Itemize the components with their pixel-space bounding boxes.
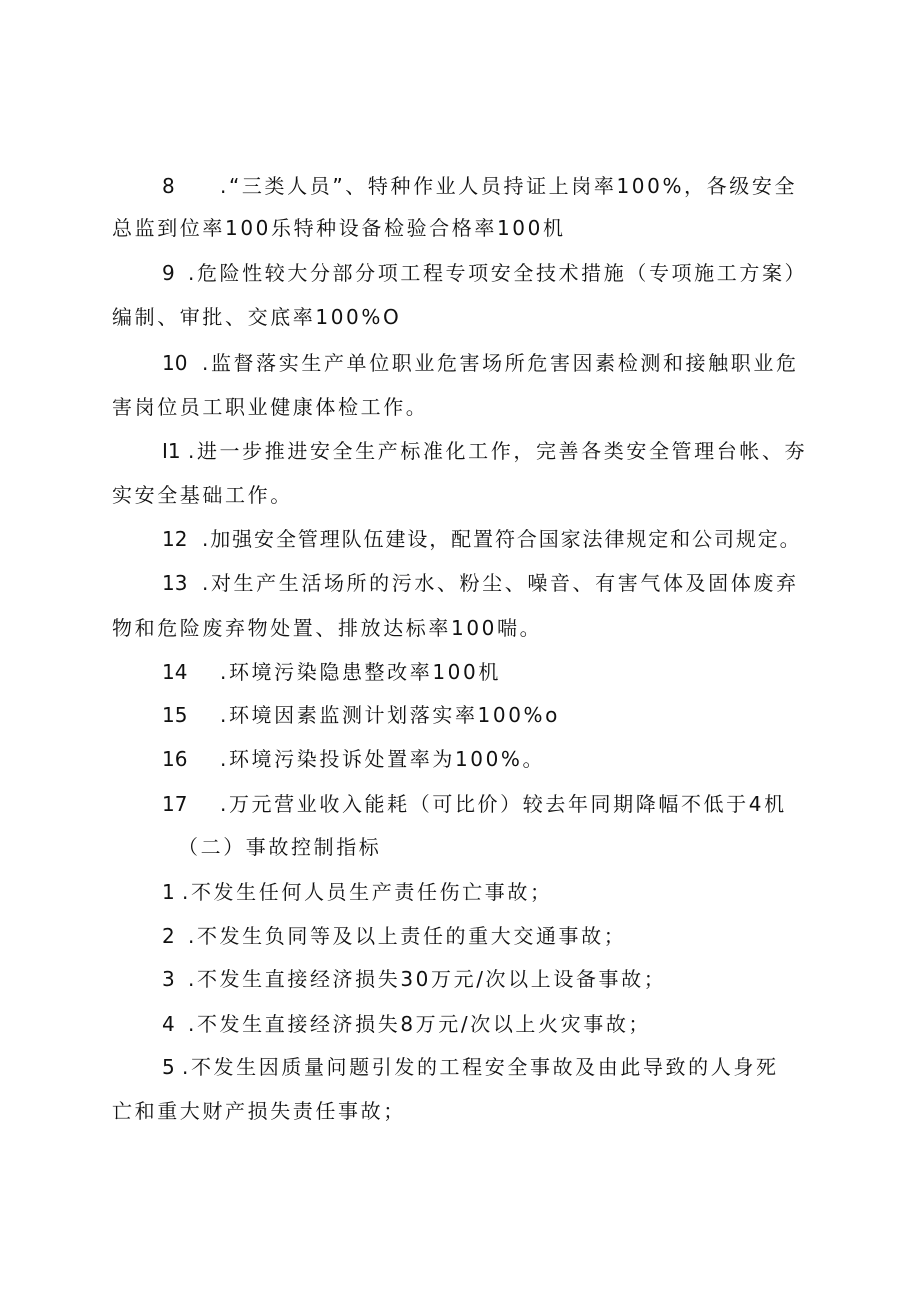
item-text: .不发生因质量问题引发的工程安全事故及由此导致的人身死 xyxy=(182,1055,779,1079)
item-number: I1 xyxy=(162,439,181,463)
item-number: 8 xyxy=(162,174,175,198)
item-13-line-1 xyxy=(162,569,799,597)
item-12-line-1 xyxy=(162,525,802,553)
item-text: .加强安全管理队伍建设，配置符合国家法律规定和公司规定。 xyxy=(202,527,802,551)
item-text: .环境污染投诉处置率为100%。 xyxy=(220,747,546,771)
item-text: .危险性较大分部分项工程专项安全技术措施（专项施工方案） xyxy=(188,261,808,285)
item-number: 10 xyxy=(162,351,188,375)
item-text: .环境因素监测计划落实率100%o xyxy=(220,703,560,727)
accident-item-5-line-2: 亡和重大财产损失责任事故； xyxy=(112,1099,406,1123)
item-14-line-1 xyxy=(162,658,501,686)
item-number: 17 xyxy=(162,792,188,816)
item-text: .万元营业收入能耗（可比价）较去年同期降幅不低于4机 xyxy=(220,792,787,816)
item-text: .环境污染隐患整改率100机 xyxy=(220,660,501,684)
item-number: 9 xyxy=(162,261,175,285)
accident-item-3 xyxy=(162,965,666,993)
item-number: 5 xyxy=(162,1055,175,1079)
item-number: 4 xyxy=(162,1012,175,1036)
item-text: .不发生直接经济损失30万元/次以上设备事故； xyxy=(188,967,667,991)
item-text: .对生产生活场所的污水、粉尘、噪音、有害气体及固体废弃 xyxy=(202,571,799,595)
item-8-line-2: 总监到位率100乐特种设备检验合格率100机 xyxy=(112,216,566,240)
item-number: 1 xyxy=(162,880,175,904)
item-17-line-1 xyxy=(162,790,787,818)
accident-item-4 xyxy=(162,1010,651,1038)
item-11-line-2: 实安全基础工作。 xyxy=(112,483,293,507)
item-text: .“三类人员”、特种作业人员持证上岗率100%，各级安全 xyxy=(220,174,798,198)
item-number: 16 xyxy=(162,747,188,771)
item-number: 2 xyxy=(162,924,175,948)
item-15-line-1 xyxy=(162,701,560,729)
item-number: 13 xyxy=(162,571,188,595)
item-number: 12 xyxy=(162,527,188,551)
item-8-line-1 xyxy=(162,172,797,200)
item-16-line-1 xyxy=(162,745,545,773)
item-text: .不发生负同等及以上责任的重大交通事故； xyxy=(188,924,627,948)
item-10-line-2: 害岗位员工职业健康体检工作。 xyxy=(112,395,429,419)
accident-item-5-line-1 xyxy=(162,1053,779,1081)
item-10-line-1 xyxy=(162,349,799,377)
item-text: .进一步推进安全生产标准化工作，完善各类安全管理台帐、夯 xyxy=(188,439,808,463)
item-text: .不发生直接经济损失8万元/次以上火灾事故； xyxy=(188,1012,652,1036)
item-13-line-2: 物和危险废弃物处置、排放达标率100喘。 xyxy=(112,616,543,640)
accident-item-2 xyxy=(162,922,626,950)
item-number: 15 xyxy=(162,703,188,727)
item-11-line-1 xyxy=(162,437,807,465)
item-number: 14 xyxy=(162,660,188,684)
item-9-line-2: 编制、审批、交底率100%O xyxy=(112,305,402,329)
section-heading: （二）事故控制指标 xyxy=(178,835,382,859)
item-text: .不发生任何人员生产责任伤亡事故； xyxy=(182,880,553,904)
item-9-line-1 xyxy=(162,259,807,287)
item-text: .监督落实生产单位职业危害场所危害因素检测和接触职业危 xyxy=(202,351,799,375)
accident-item-1 xyxy=(162,878,553,906)
item-number: 3 xyxy=(162,967,175,991)
